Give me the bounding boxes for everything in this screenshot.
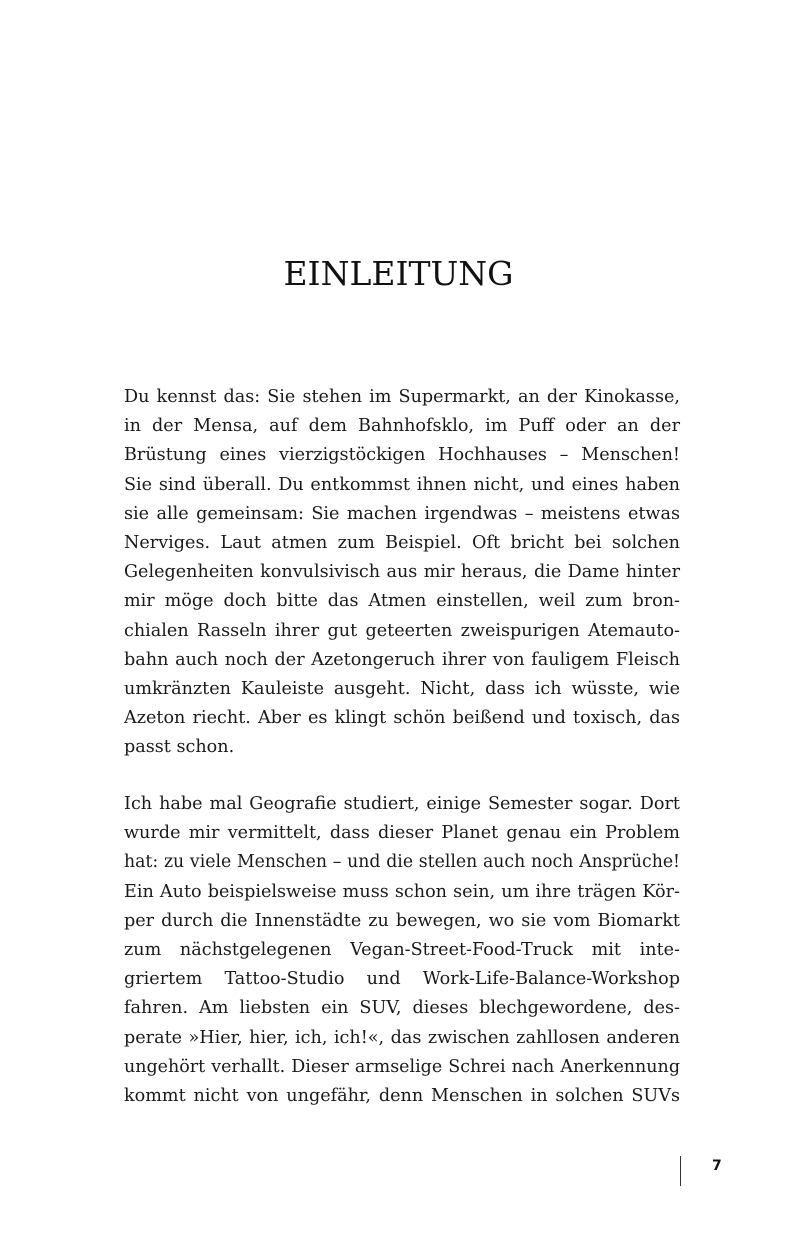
text-line: per durch die Innenstädte zu bewegen, wo sie vom Biomarkt — [124, 910, 680, 931]
text-line: wurde mir vermittelt, dass dieser Planet genau ein Problem — [124, 823, 680, 844]
paragraph-2 — [124, 790, 680, 1111]
text-line: Brüstung eines vierzigstöckigen Hochhauses – Menschen! — [124, 445, 680, 466]
page-number: 7 — [712, 1158, 722, 1174]
text-line: bahn auch noch der Azetongeruch ihrer von fauligem Fleisch — [124, 649, 680, 670]
text-line: umkränzten Kauleiste ausgeht. Nicht, dass ich wüsste, wie — [124, 679, 680, 700]
text-line: perate »Hier, hier, ich, ich!«, das zwischen zahllosen anderen — [124, 1027, 680, 1048]
text-line: sie alle gemeinsam: Sie machen irgendwas – meistens etwas — [124, 503, 680, 524]
text-line: Du kennst das: Sie stehen im Supermarkt, an der Kinokasse, — [124, 387, 680, 407]
text-line: zum nächstgelegenen Vegan-Street-Food-Truck mit inte- — [124, 940, 680, 961]
text-line: Ein Auto beispielsweise muss schon sein, um ihre trägen Kör- — [124, 881, 680, 902]
text-line: Azeton riecht. Aber es klingt schön beißend und toxisch, das — [124, 708, 680, 729]
text-line: kommt nicht von ungefähr, denn Menschen in solchen SUVs — [124, 1086, 680, 1107]
text-line: hat: zu viele Menschen – und die stellen auch noch Ansprüche! — [124, 852, 680, 873]
chapter-title: EINLEITUNG — [283, 254, 514, 293]
text-line: fahren. Am liebsten ein SUV, dieses blechgewordene, des- — [124, 998, 680, 1019]
text-line: passt schon. — [124, 737, 235, 758]
text-line: chialen Rasseln ihrer gut geteerten zweispurigen Atemauto- — [124, 620, 680, 641]
text-line: Nerviges. Laut atmen zum Beispiel. Oft bricht bei solchen — [124, 533, 680, 554]
text-line: Gelegenheiten konvulsivisch aus mir heraus, die Dame hinter — [124, 562, 680, 583]
paragraph-1-text — [124, 383, 680, 763]
text-line: griertem Tattoo-Studio und Work-Life-Balance-Workshop — [124, 969, 680, 990]
paragraph-1 — [124, 383, 680, 763]
footer-divider — [680, 1156, 681, 1186]
paragraph-2-text — [124, 790, 680, 1111]
text-line: Sie sind überall. Du entkommst ihnen nicht, und eines haben — [124, 474, 680, 495]
text-line: mir möge doch bitte das Atmen einstellen, weil zum bron- — [124, 591, 680, 612]
text-line: in der Mensa, auf dem Bahnhofsklo, im Puff oder an der — [124, 416, 680, 437]
text-line: Ich habe mal Geografie studiert, einige Semester sogar. Dort — [124, 794, 680, 814]
text-line: ungehört verhallt. Dieser armselige Schrei nach Anerkennung — [124, 1056, 680, 1077]
